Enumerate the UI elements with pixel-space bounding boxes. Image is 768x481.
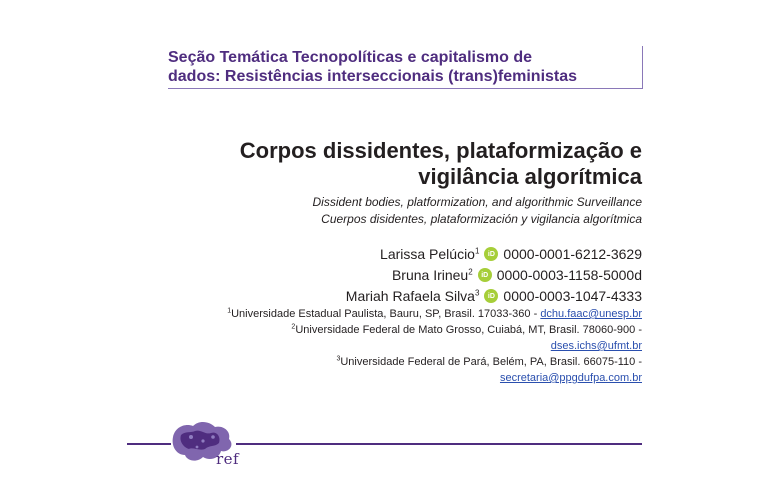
article-title-line2: vigilância algorítmica <box>418 164 642 189</box>
journal-logo-text: ref <box>216 450 240 468</box>
author-name: Bruna Irineu$^2$ <box>391 267 473 283</box>
orcid-icon[interactable]: iD <box>484 247 498 261</box>
affiliation-3: $^3$Universidade Federal de Pará, Belém, PA, Brasil. 66075-110 - <box>336 355 642 368</box>
author-row <box>346 287 642 305</box>
author-name: Mariah Rafaela Silva$^3$ <box>345 288 480 304</box>
affiliation-1: $^1$Universidade Estadual Paulista, Bauru, SP, Brasil. 17033-360 - dchu.faac@unesp.br <box>227 307 642 320</box>
email-link[interactable]: dchu.faac@unesp.br <box>540 308 642 320</box>
orcid-id[interactable]: 0000-0003-1158-5000d <box>496 267 642 283</box>
section-heading-line1: Seção Temática Tecnopolíticas e capitalismo de <box>168 49 532 66</box>
author-row <box>380 245 642 263</box>
author-name: Larissa Pelúcio$^1$ <box>380 246 480 262</box>
footer-rule-right <box>236 443 642 445</box>
footer-rule-left <box>127 443 171 445</box>
article-title <box>150 138 642 190</box>
orcid-id[interactable]: 0000-0003-1047-4333 <box>503 288 642 304</box>
section-heading <box>168 48 642 86</box>
author-row <box>392 266 642 284</box>
subtitle-spanish: Cuerpos disidentes, plataformización y vigilancia algorítmica <box>321 212 642 226</box>
affiliation-3-email <box>500 371 642 385</box>
email-link[interactable]: dses.ichs@ufmt.br <box>550 340 642 352</box>
orcid-icon[interactable]: iD <box>478 268 492 282</box>
affiliation-2-email <box>551 339 642 353</box>
orcid-icon[interactable]: iD <box>484 289 498 303</box>
affiliation-2: $^2$Universidade Federal de Mato Grosso, Cuiabá, MT, Brasil. 78060-900 - <box>291 323 642 336</box>
article-title-line1: Corpos dissidentes, plataformização e <box>239 138 642 163</box>
email-link[interactable]: secretaria@ppgdufpa.com.br <box>499 372 642 384</box>
subtitle-english: Dissident bodies, platformization, and algorithmic Surveillance <box>312 195 642 209</box>
section-heading-line2: dados: Resistências interseccionais (trans)feministas <box>168 68 578 85</box>
orcid-id[interactable]: 0000-0001-6212-3629 <box>503 246 642 262</box>
